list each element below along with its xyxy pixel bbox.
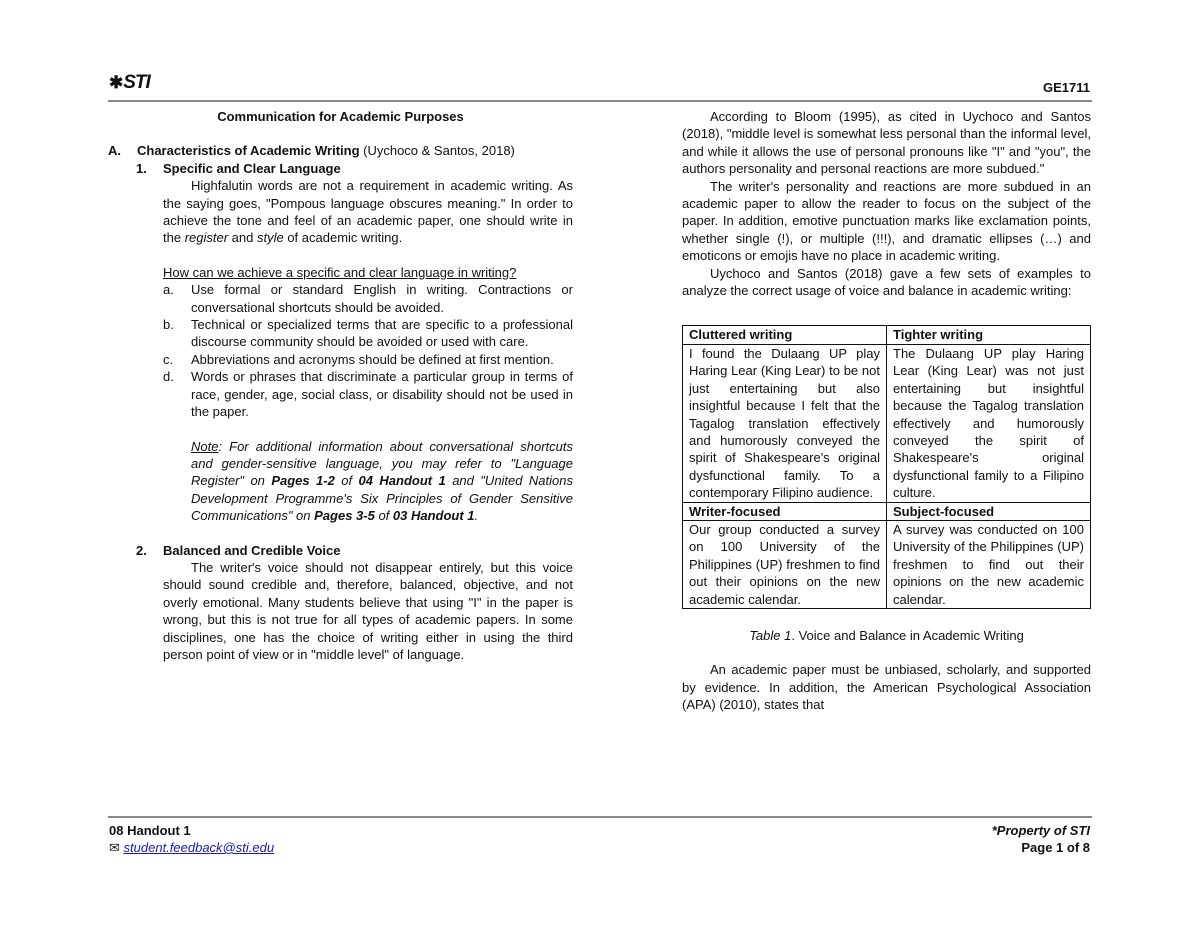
subsection-1-heading bbox=[136, 160, 573, 177]
table-caption: Table 1. Voice and Balance in Academic Writing bbox=[749, 627, 1024, 643]
table-cell: I found the Dulaang UP play Haring Lear (King Lear) to be not just entertaining but also insightful because I felt that the Tagalog translation effectively and humorously conveyed the spirit of Shakespeare's original dysfunctional family. To a contemporary Filipino audience. bbox=[683, 344, 887, 502]
table-cell: Our group conducted a survey on 100 University of the Philippines (UP) freshmen to find out their opinions on the new academic calendar. bbox=[683, 520, 887, 608]
document-title: Communication for Academic Purposes bbox=[217, 109, 464, 124]
section-a-heading bbox=[108, 142, 573, 159]
subsection-2-heading bbox=[136, 542, 573, 559]
list-item: d. Words or phrases that discriminate a particular group in terms of race, gender, age, social class, or disability should not be used in the paper. bbox=[163, 369, 573, 420]
bloom-paragraph: According to Bloom (1995), as cited in Uychoco and Santos (2018), "middle level is somewhat less personal than the informal level, and while it allows the use of personal pronouns like "I" and "you", the authors personality and personal reactions are more subdued." bbox=[682, 109, 1091, 177]
star-icon: ✱ bbox=[109, 73, 123, 92]
sti-logo bbox=[109, 72, 150, 94]
table-row bbox=[683, 520, 1091, 608]
list-item: c. Abbreviations and acronyms should be defined at first mention. bbox=[163, 351, 554, 367]
footer-left bbox=[109, 822, 274, 856]
section-a-source: (Uychoco & Santos, 2018) bbox=[359, 143, 515, 159]
right-column bbox=[682, 108, 1091, 714]
footer-right bbox=[992, 822, 1090, 856]
list-item: a. Use formal or standard English in writing. Contractions or conversational shortcuts should be avoided. bbox=[163, 282, 573, 315]
property-label: *Property of STI bbox=[991, 823, 1090, 838]
table-cell: A survey was conducted on 100 University of the Philippines (UP) freshmen to find out their opinions on the new academic calendar. bbox=[887, 520, 1091, 608]
apa-paragraph: An academic paper must be unbiased, scholarly, and supported by evidence. In addition, the American Psychological Association (APA) (2010), states that bbox=[682, 662, 1091, 713]
subsection-2-number: 2. bbox=[136, 542, 147, 558]
subsection-1-paragraph: Highfalutin words are not a requirement in academic writing. As the saying goes, "Pompous language obscures meaning." In order to achieve the tone and feel of an academic paper, one should write in the register and style of academic writing. bbox=[163, 178, 573, 246]
header-divider bbox=[108, 100, 1092, 102]
table-header: Subject-focused bbox=[887, 502, 1091, 520]
table-header: Cluttered writing bbox=[683, 326, 887, 344]
table-cell: The Dulaang UP play Haring Lear (King Lear) was not just entertaining but insightful because the Tagalog translation effectively and humorously conveyed the spirit of Shakespeare's original dysfunctional family to a Filipino culture. bbox=[887, 344, 1091, 502]
table-header: Writer-focused bbox=[683, 502, 887, 520]
table-row bbox=[683, 502, 1091, 520]
envelope-icon: ✉ bbox=[109, 840, 120, 855]
subsection-1-title: Specific and Clear Language bbox=[163, 160, 341, 176]
section-a-title: Characteristics of Academic Writing bbox=[137, 143, 360, 159]
left-column bbox=[108, 108, 573, 663]
logo-text: STI bbox=[123, 72, 150, 93]
subsection-1-number: 1. bbox=[136, 160, 147, 176]
table-header: Tighter writing bbox=[887, 326, 1091, 344]
handout-label: 08 Handout 1 bbox=[109, 823, 191, 838]
course-code: GE1711 bbox=[1043, 80, 1090, 95]
list-item: b. Technical or specialized terms that are specific to a professional discourse community should be avoided or used with care. bbox=[163, 317, 573, 350]
note-paragraph: Note: For additional information about conversational shortcuts and gender-sensitive language, you may refer to "Language Register" on Pages 1-2 of 04 Handout 1 and "United Nations Development Programme's Six Principles of Gender Sensitive Communications" on Pages 3-5 of 03 Handout 1. bbox=[191, 438, 574, 524]
table-row bbox=[683, 344, 1091, 502]
table-row bbox=[683, 326, 1091, 344]
section-a-number: A. bbox=[108, 143, 121, 159]
page-number: Page 1 of 8 bbox=[1021, 840, 1090, 855]
subsection-2-paragraph: The writer's voice should not disappear entirely, but this voice should sound credible and, therefore, balanced, objective, and not overly emotional. Many students believe that using "I" in the paper is wrong, but this is not true for all types of academic papers. In some disciplines, one has the choice of writing either in using the third person point of view or in "middle level" of language. bbox=[163, 559, 573, 662]
examples-paragraph: Uychoco and Santos (2018) gave a few sets of examples to analyze the correct usage of voice and balance in academic writing: bbox=[682, 265, 1091, 299]
personality-paragraph: The writer's personality and reactions are more subdued in an academic paper to allow the reader to focus on the subject of the paper. In addition, emotive punctuation marks like exclamation points, whether single (!), or multiple (!!!), and dramatic ellipses (…) and emoticons or emojis have no place in academic writing. bbox=[682, 178, 1091, 264]
voice-balance-table bbox=[682, 325, 1091, 609]
subsection-2-title: Balanced and Credible Voice bbox=[163, 542, 341, 558]
footer-divider bbox=[108, 816, 1092, 818]
question-heading: How can we achieve a specific and clear language in writing? bbox=[163, 264, 517, 280]
feedback-email-link[interactable]: student.feedback@sti.edu bbox=[123, 840, 275, 855]
